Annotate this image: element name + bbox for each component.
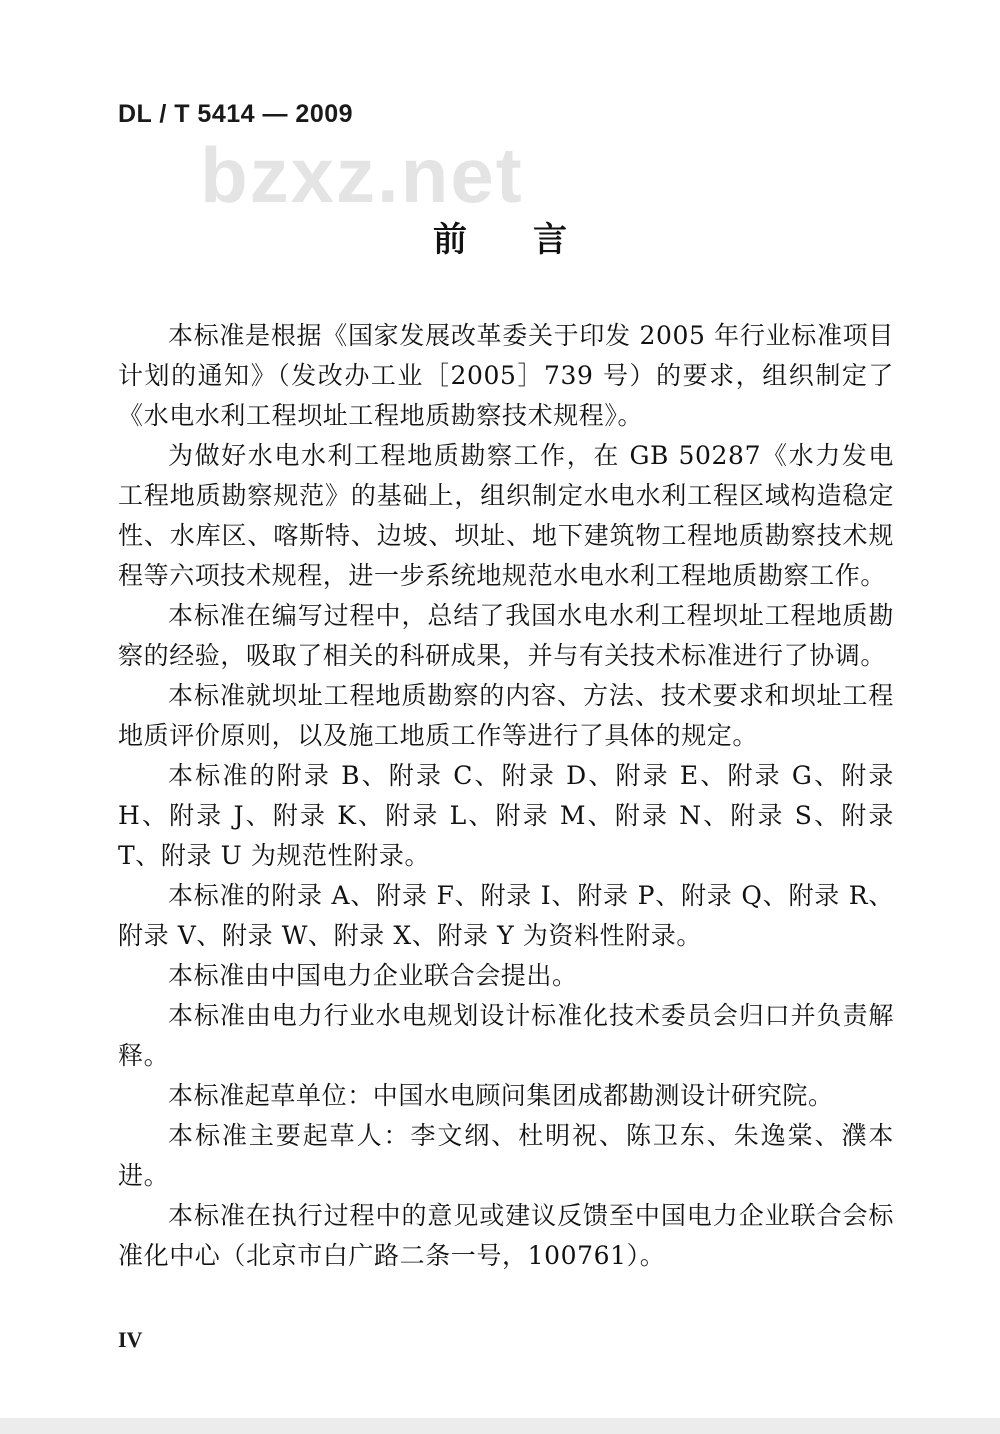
paragraph: 本标准在执行过程中的意见或建议反馈至中国电力企业联合会标准化中心（北京市白广路二条一号，100761）。: [118, 1201, 894, 1270]
paragraph: 本标准的附录 A、附录 F、附录 I、附录 P、附录 Q、附录 R、附录 V、附录 W、附录 X、附录 Y 为资料性附录。: [118, 881, 894, 950]
paragraph: 本标准的附录 B、附录 C、附录 D、附录 E、附录 G、附录 H、附录 J、附录 K、附录 L、附录 M、附录 N、附录 S、附录 T、附录 U 为规范性附录。: [118, 761, 894, 870]
preface-body: [118, 316, 894, 1276]
paragraph: 本标准起草单位：中国水电顾问集团成都勘测设计研究院。: [168, 1081, 834, 1110]
paragraph: 本标准由中国电力企业联合会提出。: [168, 961, 578, 990]
paragraph: 本标准主要起草人：李文纲、杜明祝、陈卫东、朱逸棠、濮本进。: [118, 1121, 894, 1190]
watermark-text: bzxz.net: [200, 131, 524, 219]
paragraph: 本标准就坝址工程地质勘察的内容、方法、技术要求和坝址工程地质评价原则，以及施工地质工作等进行了具体的规定。: [118, 681, 894, 750]
standard-code: DL / T 5414 — 2009: [118, 100, 354, 128]
page-number: IV: [118, 1327, 143, 1352]
page-title: 前言: [433, 220, 633, 260]
viewer-bottom-bar: [0, 1418, 1000, 1434]
paragraph: 为做好水电水利工程地质勘察工作，在 GB 50287《水力发电工程地质勘察规范》的基础上，组织制定水电水利工程区域构造稳定性、水库区、喀斯特、边坡、坝址、地下建筑物工程地质勘察技术规程等六项技术规程，进一步系统地规范水电水利工程地质勘察工作。: [118, 441, 894, 590]
paragraph: 本标准由电力行业水电规划设计标准化技术委员会归口并负责解释。: [118, 1001, 894, 1070]
paragraph: 本标准是根据《国家发展改革委关于印发 2005 年行业标准项目计划的通知》（发改办工业［2005］739 号）的要求，组织制定了《水电水利工程坝址工程地质勘察技术规程》。: [118, 321, 894, 430]
paragraph: 本标准在编写过程中，总结了我国水电水利工程坝址工程地质勘察的经验，吸取了相关的科研成果，并与有关技术标准进行了协调。: [118, 601, 894, 670]
